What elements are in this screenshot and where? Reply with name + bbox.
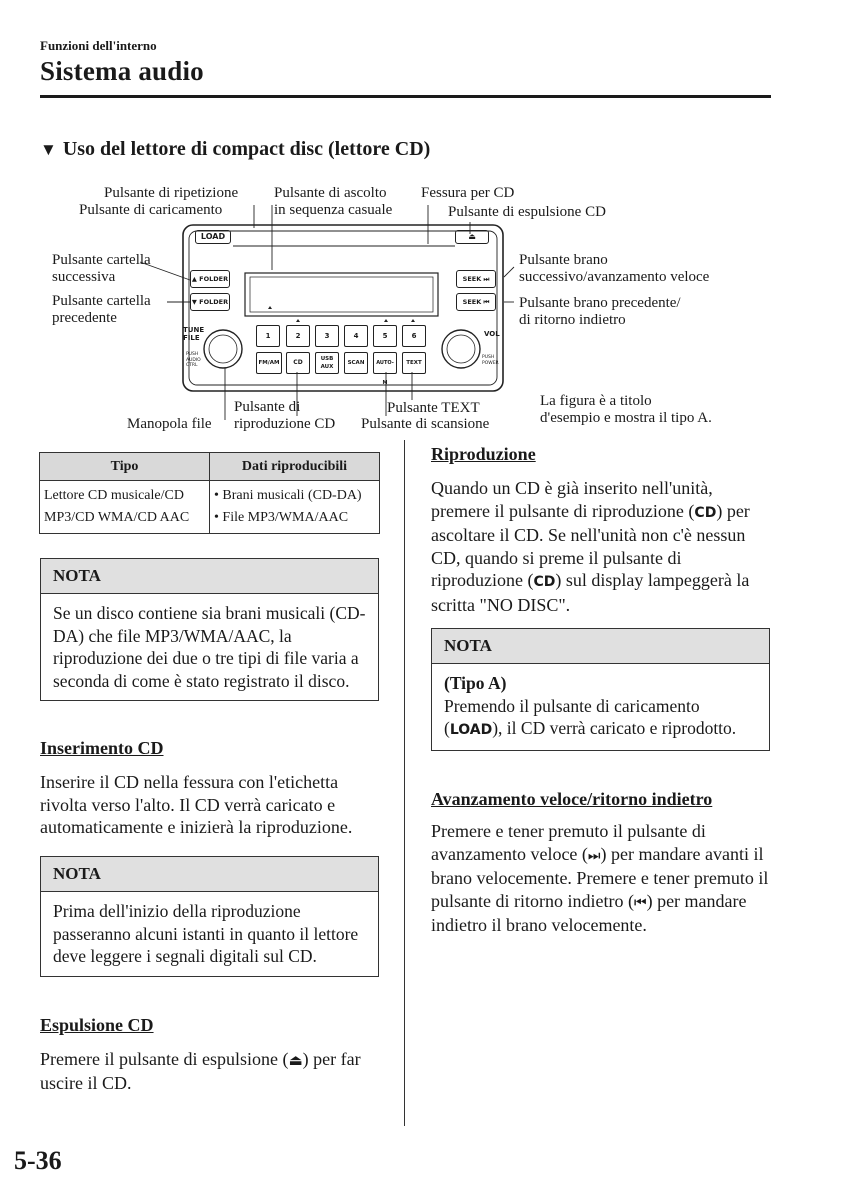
paragraph-fast-forward: Premere e tener premuto il pulsante di avanzamento veloce (⏭) per mandare avanti il brano velocemente. Premere e tener premuto il pulsante di ritorno indietro (⏮) per mandare indietro il brano velocemente. [431,821,769,935]
usb-aux-button[interactable]: USB AUX [315,352,339,374]
subheading-fast-forward: Avanzamento veloce/ritorno indietro [431,789,713,809]
eject-icon: ⏏ [288,1051,303,1069]
label-folder-next: Pulsante cartella successiva [52,252,151,285]
text-button[interactable]: TEXT [402,352,426,374]
preset-buttons [256,325,436,347]
note-body: Prima dell'inizio della riproduzione passeranno alcuni istanti in quanto il lettore deve leggere i segnali digitali sul CD. [53,901,359,966]
auto-m-button[interactable]: AUTO-M [373,352,397,374]
label-folder-prev: Pulsante cartella precedente [52,293,151,326]
note-box [40,856,379,977]
rewind-icon: ⏮ [633,894,647,911]
table-row [40,481,380,534]
note-heading: NOTA [41,857,378,892]
paragraph-eject: Premere il pulsante di espulsione (⏏) per far uscire il CD. [40,1049,361,1093]
scan-button[interactable]: SCAN [344,352,368,374]
label-repeat: Pulsante di ripetizione [104,185,239,201]
note-box [431,628,770,751]
seek-prev-button[interactable]: SEEK ⏮ [456,293,496,311]
column-divider [404,440,405,1126]
file-knob[interactable] [204,330,242,368]
push-audio-label: PUSH AUDIO CTRL [186,352,201,368]
cd-button[interactable]: CD [286,352,310,374]
note-body: (Tipo A) Premendo il pulsante di caricamento (LOAD), il CD verrà caricato e riprodotto. [432,664,769,750]
preset-button[interactable]: 2 [286,325,310,347]
radio-unit-drawing [0,0,845,440]
paragraph-play: Quando un CD è già inserito nell'unità, premere il pulsante di riproduzione (CD) per ascoltare il CD. Se nell'unità non c'è nessun CD, quando si preme il pulsante di riproduzione (CD) sul display lampeggerà la scritta "NO DISC". [431,478,750,615]
label-eject: Pulsante di espulsione CD [448,204,606,220]
preset-button[interactable]: 3 [315,325,339,347]
tune-file-label: TUNE FILE [183,326,205,342]
section-marker: ▼ [40,140,57,159]
note-type-label: (Tipo A) [444,673,507,693]
page-number: 5-36 [14,1146,62,1175]
note-heading: NOTA [432,629,769,664]
fast-forward-icon: ⏭ [587,847,601,864]
eject-button[interactable]: ⏏ [455,230,489,244]
label-text: Pulsante TEXT [387,400,480,416]
paragraph-insert: Inserire il CD nella fessura con l'etichetta rivolta verso l'alto. Il CD verrà caricato e automaticamente e inizierà la riproduzione. [40,772,353,837]
label-random: Pulsante di ascolto in sequenza casuale [274,185,393,218]
subheading-eject: Espulsione CD [40,1015,154,1035]
preset-button[interactable]: 5 [373,325,397,347]
playable-data-table [39,452,380,534]
fm-am-button[interactable]: FM/AM [256,352,282,374]
cd-icon: CD [533,574,556,590]
load-button[interactable]: LOAD [195,230,231,244]
page-title: Sistema audio [40,56,204,86]
label-slot: Fessura per CD [421,185,515,201]
note-heading: NOTA [41,559,378,594]
function-buttons [256,352,436,386]
label-load: Pulsante di caricamento [79,202,223,218]
seek-next-button[interactable]: SEEK ⏭ [456,270,496,288]
preset-button[interactable]: 1 [256,325,280,347]
table-cell-type: Lettore CD musicale/CD MP3/CD WMA/CD AAC [40,481,210,534]
vol-label: VOL [484,330,500,338]
table-cell-data: • Brani musicali (CD-DA) • File MP3/WMA/AAC [210,481,380,534]
preset-button[interactable]: 6 [402,325,426,347]
table-header-row [40,453,380,481]
vol-knob[interactable] [442,330,480,368]
label-cd-play: Pulsante di riproduzione CD [234,399,336,432]
section-title: Uso del lettore di compact disc (lettore CD) [62,138,431,160]
note-box [40,558,379,701]
subheading-insert: Inserimento CD [40,738,164,758]
subheading-play: Riproduzione [431,444,536,464]
load-icon: LOAD [449,722,493,738]
figure-caption: La figura è a titolo d'esempio e mostra il tipo A. [540,393,712,426]
running-header: Funzioni dell'interno [40,38,157,53]
preset-button[interactable]: 4 [344,325,368,347]
table-header: Tipo [40,453,210,481]
folder-down-button[interactable]: ▼ FOLDER [190,293,230,311]
label-scan: Pulsante di scansione [361,416,490,432]
label-seek-prev: Pulsante brano precedente/ di ritorno indietro [519,295,681,328]
push-power-label: PUSH POWER [482,355,499,366]
note-body: Se un disco contiene sia brani musicali (CD-DA) che file MP3/WMA/AAC, la riproduzione dei due o tre tipi di file varia a seconda di come è stato registrato il disco. [53,603,366,691]
cd-icon: CD [694,504,717,521]
table-header: Dati riproducibili [210,453,380,481]
label-seek-next: Pulsante brano successivo/avanzamento veloce [519,252,710,285]
folder-up-button[interactable]: ▲ FOLDER [190,270,230,288]
label-file-knob: Manopola file [127,416,212,432]
